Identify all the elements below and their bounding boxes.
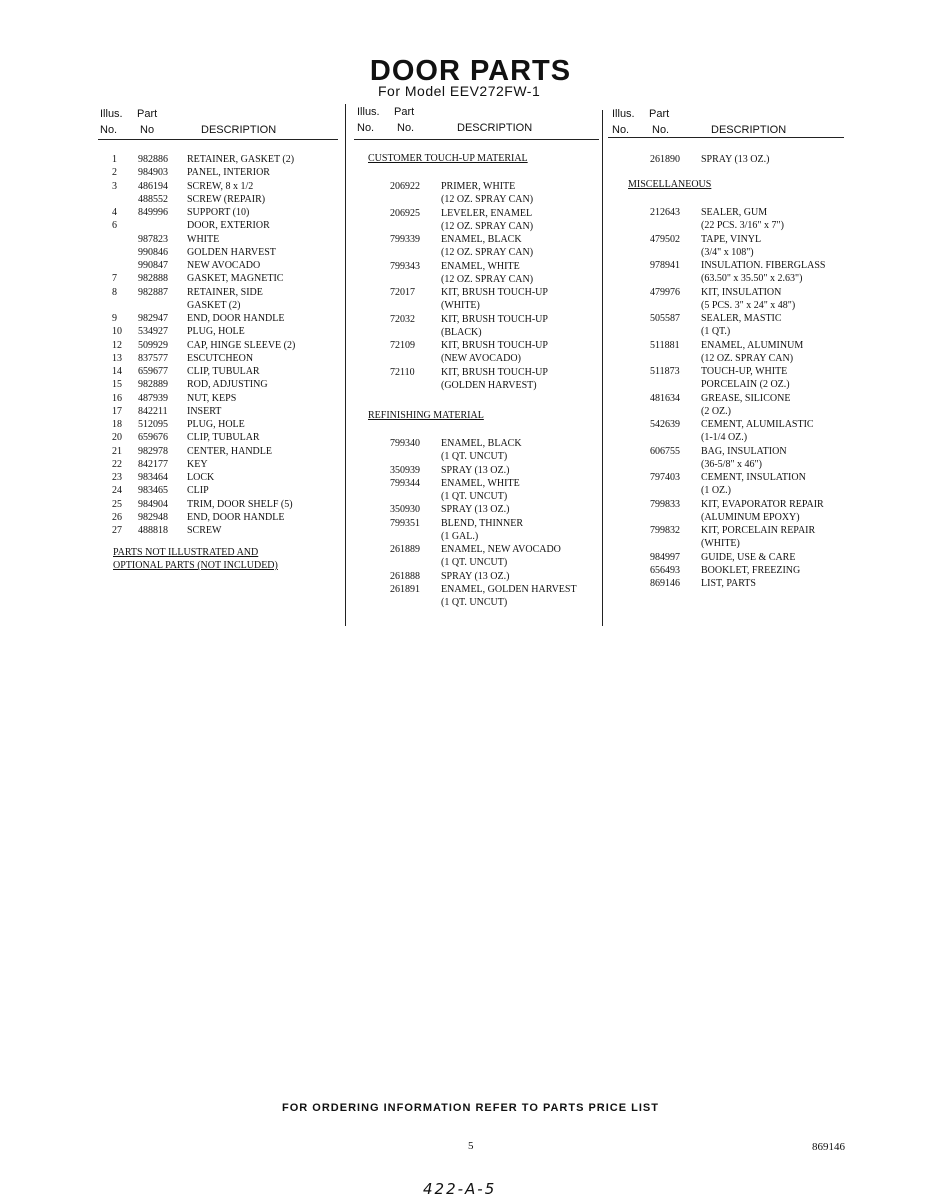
illus-number: 2 [112,167,117,179]
part-number: 987823 [138,233,168,245]
part-number: 488818 [138,525,168,536]
part-number: 72017 [390,287,415,298]
description: (12 OZ. SPRAY CAN) [441,194,534,206]
illus-number: 23 [112,472,122,483]
description: (5 PCS. 3" x 24" x 48") [701,299,796,311]
not-illustrated-note: PARTS NOT ILLUSTRATED AND [113,547,259,558]
part-number: 72109 [390,340,415,351]
part-number: 261891 [390,583,420,595]
part-number: 982886 [138,154,168,165]
part-number: 261889 [390,544,420,555]
description: (12 OZ. SPRAY CAN) [441,247,534,259]
part-number: 512095 [138,419,168,430]
part-number: 849996 [138,207,168,218]
description: (WHITE) [701,538,740,550]
part-number: 982887 [138,286,168,298]
description: NEW AVOCADO [187,260,261,271]
illus-number: 26 [112,511,122,523]
description: SCREW, 8 x 1/2 [187,180,254,192]
description: (1-1/4 OZ.) [701,432,748,444]
section-heading: CUSTOMER TOUCH-UP MATERIAL [368,153,528,164]
illus-number: 21 [112,445,122,457]
illus-number: 18 [112,419,122,430]
part-number: 486194 [138,180,168,192]
document-number: 869146 [812,1141,845,1153]
part-number: 659677 [138,366,168,377]
part-number: 487939 [138,392,168,404]
description: LIST, PARTS [701,578,756,589]
description: GUIDE, USE & CARE [701,551,796,563]
description: ROD, ADJUSTING [187,379,268,391]
ordering-info: FOR ORDERING INFORMATION REFER TO PARTS PRICE LIST [282,1102,659,1114]
description: CLIP [187,485,209,497]
no-label: No [140,124,155,136]
illus-number: 14 [112,366,122,377]
description: ENAMEL, BLACK [441,438,522,449]
description: (36-5/8" x 46") [701,458,762,470]
description: WHITE [187,233,220,245]
description: ENAMEL, WHITE [441,260,520,272]
description: TOUCH-UP, WHITE [701,366,788,377]
description: KIT, PORCELAIN REPAIR [701,525,816,536]
description: (1 QT. UNCUT) [441,451,508,463]
part-number: 982889 [138,379,168,391]
description: PLUG, HOLE [187,419,245,430]
part-number: 797403 [650,472,680,483]
part-number: 990847 [138,260,168,271]
part-number: 799340 [390,438,420,449]
header-rule [98,139,338,140]
description: GASKET, MAGNETIC [187,273,284,285]
description: (1 GAL.) [441,530,479,542]
description: TAPE, VINYL [701,233,762,245]
part-number: 799344 [390,477,420,489]
description: ESCUTCHEON [187,352,254,364]
description: SEALER, GUM [701,207,768,218]
column-divider [602,110,603,626]
part-number: 479502 [650,233,680,245]
illus-number: 13 [112,352,122,364]
description: CLIP, TUBULAR [187,366,260,377]
part-number: 212643 [650,207,680,218]
no-label: No. [612,124,630,136]
part-number: 350930 [390,504,420,516]
part-number: 978941 [650,260,680,271]
not-illustrated-note: OPTIONAL PARTS (NOT INCLUDED) [113,560,278,571]
illus-number: 12 [112,339,122,351]
description: ENAMEL, WHITE [441,477,520,489]
description: (1 OZ.) [701,485,731,497]
part-number: 837577 [138,352,168,364]
description: BAG, INSULATION [701,445,787,457]
description: GOLDEN HARVEST [187,246,276,258]
illus-label: Illus. [357,106,380,118]
description: KEY [187,458,208,470]
illus-number: 22 [112,458,122,470]
part-number: 511881 [650,339,680,351]
part-number: 984903 [138,167,168,179]
description: CEMENT, ALUMILASTIC [701,419,814,430]
description: KIT, INSULATION [701,286,782,298]
description: SUPPORT (10) [187,207,250,218]
description: (WHITE) [441,300,480,312]
description: ENAMEL, BLACK [441,234,522,245]
part-label: Part [394,106,415,118]
part-number: 488552 [138,193,168,205]
part-number: 505587 [650,313,680,324]
description: (1 QT.) [701,326,731,338]
illus-number: 10 [112,326,122,338]
description: (63.50" x 35.50" x 2.63") [701,273,803,285]
description: TRIM, DOOR SHELF (5) [187,498,293,510]
part-number: 206922 [390,181,420,192]
description: KIT, BRUSH TOUCH-UP [441,366,548,378]
no-label: No. [357,122,375,134]
description: (BLACK) [441,326,482,338]
part-label: Part [649,108,670,120]
illus-number: 4 [112,207,117,218]
part-label: Part [137,108,158,120]
part-number: 479976 [650,286,680,298]
description: (12 OZ. SPRAY CAN) [441,220,534,232]
description: (2 OZ.) [701,405,731,417]
description: PLUG, HOLE [187,326,245,338]
part-number: 799351 [390,517,420,529]
description-label: DESCRIPTION [457,122,533,134]
column-divider [345,104,346,626]
description: NUT, KEPS [187,392,237,404]
part-number: 261888 [390,570,420,582]
part-number: 869146 [650,578,680,589]
description: KIT, BRUSH TOUCH-UP [441,287,548,298]
description: ENAMEL, NEW AVOCADO [441,544,561,555]
description: (NEW AVOCADO) [441,353,521,365]
part-number: 982947 [138,313,168,324]
description: SPRAY (13 OZ.) [701,154,770,165]
description: CENTER, HANDLE [187,445,272,457]
illus-number: 9 [112,313,117,324]
part-number: 799339 [390,234,420,245]
description: ENAMEL, GOLDEN HARVEST [441,583,577,595]
description: BLEND, THINNER [441,517,524,529]
part-number: 481634 [650,392,680,404]
description: SCREW (REPAIR) [187,193,266,205]
description: (1 QT. UNCUT) [441,557,508,569]
description: (1 QT. UNCUT) [441,491,508,502]
description: END, DOOR HANDLE [187,313,285,324]
part-number: 659676 [138,432,168,444]
description: INSULATION. FIBERGLASS [701,260,826,271]
illus-label: Illus. [100,108,123,120]
description: LEVELER, ENAMEL [441,207,533,219]
description: KIT, EVAPORATOR REPAIR [701,498,824,510]
description: (12 OZ. SPRAY CAN) [701,352,794,364]
description: SCREW [187,525,222,536]
illus-number: 20 [112,432,122,444]
description: PRIMER, WHITE [441,181,516,192]
part-number: 511873 [650,366,680,377]
description: CEMENT, INSULATION [701,472,806,483]
description: PANEL, INTERIOR [187,167,270,179]
description: DOOR, EXTERIOR [187,220,270,232]
part-number: 350939 [390,464,420,476]
part-number: 799832 [650,525,680,536]
description: ENAMEL, ALUMINUM [701,339,804,351]
section-heading: REFINISHING MATERIAL [368,410,484,421]
part-number: 984904 [138,498,168,510]
no-label: No. [652,124,670,136]
part-number: 990846 [138,246,168,258]
part-number: 542639 [650,419,680,430]
description: SPRAY (13 OZ.) [441,464,510,476]
part-number: 984997 [650,551,680,563]
illus-number: 16 [112,392,122,404]
description: (22 PCS. 3/16" x 7") [701,220,784,232]
description: GREASE, SILICONE [701,392,791,404]
part-number: 842211 [138,405,168,417]
part-number: 261890 [650,154,680,165]
illus-label: Illus. [612,108,635,120]
handwritten-note: 422-A-5 [423,1180,497,1198]
description: (GOLDEN HARVEST) [441,379,537,391]
description: RETAINER, SIDE [187,286,263,298]
header-rule [354,139,599,140]
illus-number: 15 [112,379,122,391]
illus-number: 27 [112,525,122,536]
description: (12 OZ. SPRAY CAN) [441,273,534,285]
description: (1 QT. UNCUT) [441,597,508,608]
part-number: 983464 [138,472,168,483]
illus-number: 24 [112,485,122,497]
page-title: DOOR PARTS [369,55,572,87]
part-number: 72032 [390,313,415,325]
description: END, DOOR HANDLE [187,511,285,523]
part-number: 982978 [138,445,168,457]
description: LOCK [187,472,215,483]
description: (ALUMINUM EPOXY) [701,511,800,523]
description: SPRAY (13 OZ.) [441,504,510,516]
description: INSERT [187,405,222,417]
description: (3/4" x 108") [701,246,754,258]
header-rule [608,137,844,138]
illus-number: 1 [112,154,117,165]
part-number: 534927 [138,326,168,338]
illus-number: 7 [112,273,117,285]
part-number: 842177 [138,458,168,470]
description: SEALER, MASTIC [701,313,782,324]
illus-number: 17 [112,405,122,417]
illus-number: 25 [112,498,122,510]
description: SPRAY (13 OZ.) [441,570,510,582]
part-number: 983465 [138,485,168,497]
part-number: 206925 [390,207,420,219]
illus-number: 8 [112,286,117,298]
description-label: DESCRIPTION [711,124,787,136]
part-number: 656493 [650,564,680,576]
part-number: 799343 [390,260,420,272]
no-label: No. [100,124,118,136]
illus-number: 3 [112,180,117,192]
part-number: 72110 [390,366,415,378]
description: PORCELAIN (2 OZ.) [701,379,790,391]
description: BOOKLET, FREEZING [701,564,801,576]
part-number: 509929 [138,339,168,351]
description: GASKET (2) [187,299,241,311]
page-number: 5 [468,1140,474,1152]
page-subtitle: For Model EEV272FW-1 [378,83,541,99]
part-number: 982948 [138,511,168,523]
part-number: 606755 [650,445,680,457]
description: CLIP, TUBULAR [187,432,260,444]
description: KIT, BRUSH TOUCH-UP [441,313,548,325]
section-heading: MISCELLANEOUS [628,179,712,190]
illus-number: 6 [112,220,117,232]
description: CAP, HINGE SLEEVE (2) [187,339,296,351]
part-number: 799833 [650,498,680,510]
description: RETAINER, GASKET (2) [187,154,295,165]
description-label: DESCRIPTION [201,124,277,136]
description: KIT, BRUSH TOUCH-UP [441,340,548,351]
part-number: 982888 [138,273,168,285]
no-label: No. [397,122,415,134]
